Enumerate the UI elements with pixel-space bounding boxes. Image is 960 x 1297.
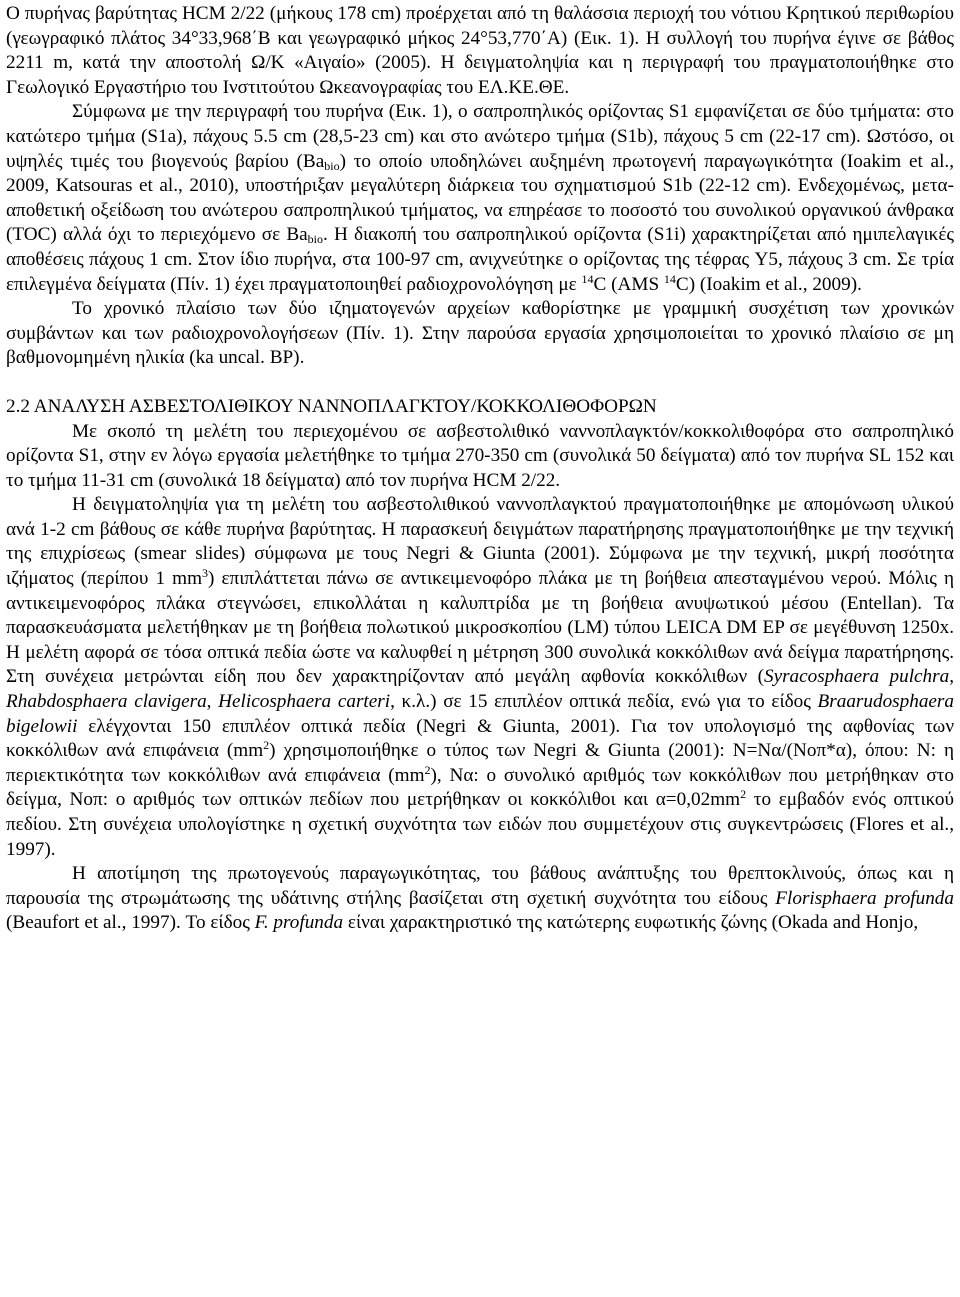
paragraph-chronology: Το χρονικό πλαίσιο των δύο ιζηματογενών αρχείων καθορίστηκε με γραμμική συσχέτιση των χρονικών συμβάντων και των ραδιοχρονολογήσεων (Πίν. 1). Στην παρούσα εργασία χρησιμοποιείται το χρονικό πλαίσιο σε μη βαθμονομημένη ηλικία (ka uncal. BP). bbox=[6, 298, 954, 369]
paragraph-core-description: Ο πυρήνας βαρύτητας HCM 2/22 (μήκους 178 cm) προέρχεται από τη θαλάσσια περιοχή του νότιου Κρητικού περιθωρίου (γεωγραφικό πλάτος 34°33,968΄Β και γεωγραφικό μήκος 24°53,770΄Α) (Εικ. 1). Η συλλογή του πυρήνα έγινε σε βάθος 2211 m, κατά την αποστολή Ω/Κ «Αιγαίο» (2005). Η δειγματοληψία και η περιγραφή του πραγματοποιήθηκε στο Γεωλογικό Εργαστήριο του Ινστιτούτου Ωκεανογραφίας του ΕΛ.ΚΕ.ΘΕ. bbox=[6, 3, 954, 98]
paragraph-study-scope: Με σκοπό τη μελέτη του περιεχομένου σε ασβεστολιθικό ναννοπλαγκτόν/κοκκολιθοφόρα στο σαπροπηλικό ορίζοντα S1, στην εν λόγω εργασία μελετήθηκε το τμήμα 270-350 cm (συνολικά 50 δείγματα) από τον πυρήνα SL 152 και το τμήμα 11-31 cm (συνολικά 18 δείγματα) από τον πυρήνα HCM 2/22. bbox=[6, 420, 954, 491]
section-heading: 2.2 ΑΝΑΛΥΣΗ ΑΣΒΕΣΤΟΛΙΘΙΚΟΥ ΝΑΝΝΟΠΛΑΓΚΤΟΥ/ΚΟΚΚΟΛΙΘΟΦΟΡΩΝ bbox=[6, 395, 657, 417]
paragraph-sapropel-description: Σύμφωνα με την περιγραφή του πυρήνα (Εικ. 1), ο σαπροπηλικός ορίζοντας S1 εμφανίζεται σε δύο τμήματα: στο κατώτερο τμήμα (S1a), πάχους 5.5 cm (28,5-23 cm) και στο ανώτερο τμήμα (S1b), πάχους 5 cm (22-17 cm). Ωστόσο, οι υψηλές τιμές του βιογενούς βαρίου $(Ba_{bio})$ το οποίο υποδηλώνει αυξημένη πρωτογενή παραγωγικότητα (Ioakim et al., 2009, Katsouras et al., 2010), υποστήριξαν μεγαλύτερη διάρκεια του σχηματισμού S1b (22-12 cm). Ενδεχομένως, μετα-αποθετική οξείδωση του ανώτερου σαπροπηλικού τμήματος, να επηρέασε το ποσοστό του συνολικού οργανικού άνθρακα (TOC) αλλά όχι το περιεχόμενο σε $Ba_{bio}$. Η διακοπή του σαπροπηλικού ορίζοντα (S1i) χαρακτηρίζεται από ημιπελαγικές αποθέσεις πάχους 1 cm. Στον ίδιο πυρήνα, στα 100-97 cm, ανιχνεύτηκε ο ορίζοντας της τέφρας Y5, πάχους 3 cm. Σε τρία επιλεγμένα δείγματα (Πίν. 1) έχει πραγματοποιηθεί ραδιοχρονολόγηση με $^{14}$C (AMS $^{14}$C) (Ioakim et al., 2009). bbox=[6, 101, 954, 295]
paragraph-productivity: Η αποτίμηση της πρωτογενούς παραγωγικότητας, του βάθους ανάπτυξης του θρεπτοκλινούς, όπως και η παρουσία της στρωμάτωσης της υδάτινης στήλης βασίζεται στη σχετική συχνότητα του είδους Florisphaera profunda (Beaufort et al., 1997). Το είδος F. profunda είναι χαρακτηριστικό της κατώτερης ευφωτικής ζώνης (Okada and Honjo, bbox=[6, 863, 954, 934]
paragraph-methods: Η δειγματοληψία για τη μελέτη του ασβεστολιθικού ναννοπλαγκτού πραγματοποιήθηκε με απομόνωση υλικού ανά 1-2 cm βάθους σε κάθε πυρήνα βαρύτητας. Η παρασκευή δειγμάτων παρατήρησης πραγματοποιήθηκε με την τεχνική της επιχρίσεως (smear slides) σύμφωνα με τους Negri & Giunta (2001). Σύμφωνα με την τεχνική, μικρή ποσότητα ιζήματος (περίπου 1 $mm^3$) επιπλάττεται πάνω σε αντικειμενοφόρο πλάκα με τη βοήθεια απεσταγμένου νερού. Μόλις η αντικειμενοφόρος πλάκα στεγνώσει, επικολλάται η καλυπτρίδα με τη βοήθεια ανυψωτικού μέσου (Entellan). Τα παρασκευάσματα μελετήθηκαν με τη βοήθεια πολωτικού μικροσκοπίου (LM) τύπου LEICA DM EP σε μεγέθυνση 1250x. Η μελέτη αφορά σε τόσα οπτικά πεδία ώστε να καλυφθεί η μέτρηση 300 συνολικά κοκκόλιθων ανά δείγμα παρατήρησης. Στη συνέχεια μετρώνται είδη που δεν χαρακτηρίζονταν από μεγάλη αφθονία κοκκόλιθων (Syracosphaera pulchra, Rhabdosphaera clavigera, Helicosphaera carteri, κ.λ.) σε 15 επιπλέον οπτικά πεδία, ενώ για το είδος Braarudosphaera bigelowii ελέγχονται 150 επιπλέον οπτικά πεδία (Negri & Giunta, 2001). Για τον υπολογισμό της αφθονίας των κοκκόλιθων ανά επιφάνεια $(mm^2)$ χρησιμοποιήθηκε ο τύπος των Negri & Giunta (2001): N=Nα/(Nοπ*α), όπου: N: η περιεκτικότητα των κοκκόλιθων ανά επιφάνεια $(mm^2)$, Nα: ο συνολικό αριθμός των κοκκόλιθων που μετρήθηκαν στο δείγμα, Nοπ: ο αριθμός των οπτικών πεδίων που μετρήθηκαν οι κοκκόλιθοι και $\alpha=0,02mm^2$ το εμβαδόν ενός οπτικού πεδίου. Στη συνέχεια υπολογίστηκε η σχετική συχνότητα των ειδών που συμμετέχουν στις συγκεντρώσεις (Flores et al., 1997). bbox=[6, 494, 954, 860]
section-gap bbox=[6, 371, 954, 395]
